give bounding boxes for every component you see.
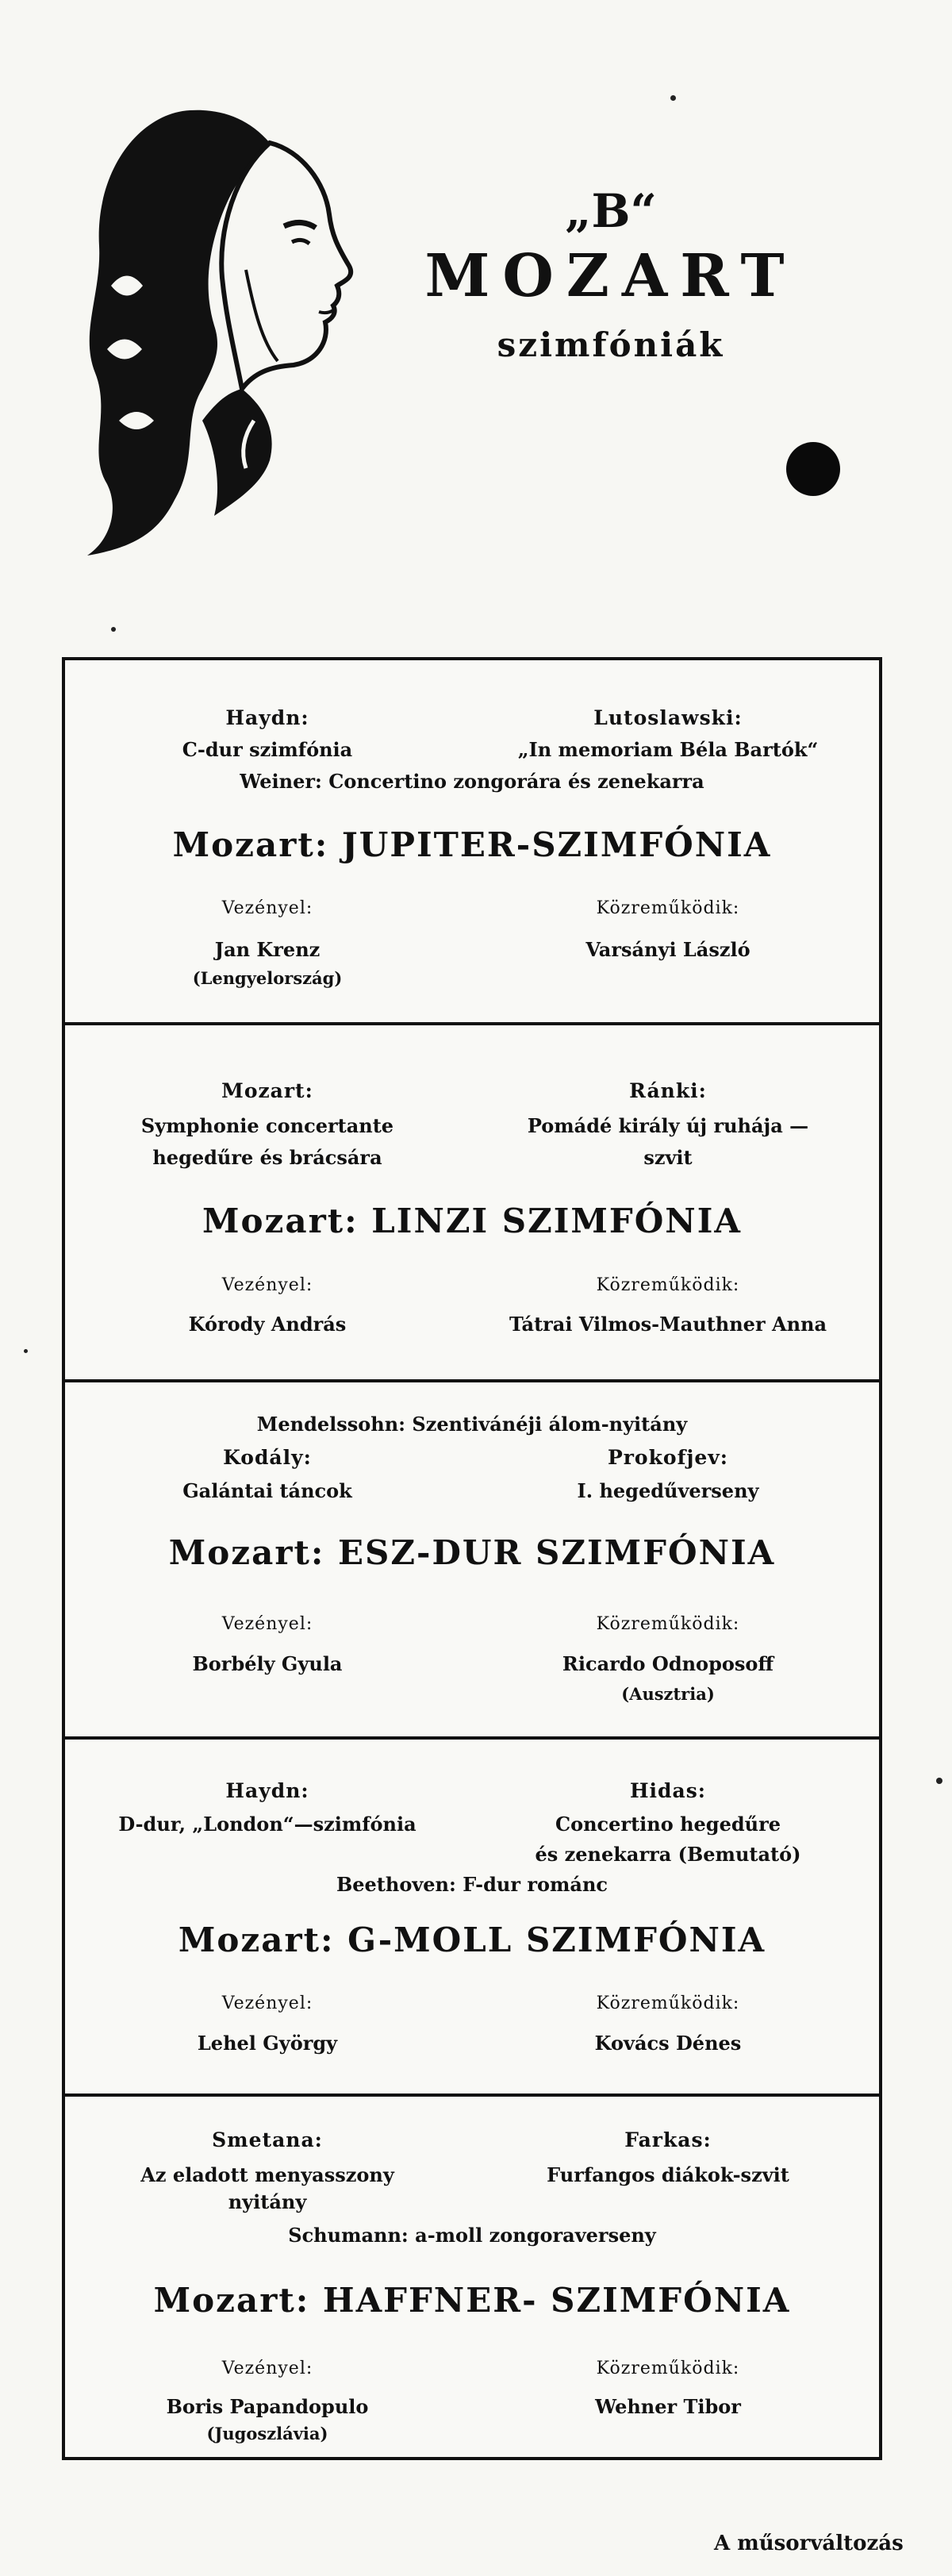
concert-box-2 (62, 1022, 882, 1382)
conductor-name: Borbély Gyula (192, 1652, 343, 1675)
concert-box-5 (62, 2093, 882, 2460)
soloist-label: Közreműködik: (596, 1614, 740, 1634)
conductor-label: Vezényel: (221, 1614, 313, 1634)
right-work: Concertino hegedűre (555, 1813, 781, 1836)
right-composer: Farkas: (624, 2128, 712, 2151)
soloist-label: Közreműködik: (596, 1275, 740, 1295)
right-work-line-2: és zenekarra (Bemutató) (535, 1843, 801, 1866)
right-work: Pomádé király új ruhája — (527, 1114, 809, 1137)
conductor-country: (Lengyelország) (192, 968, 343, 988)
soloist-name: Kovács Dénes (594, 2032, 742, 2055)
soloist-name: Tátrai Vilmos-Mauthner Anna (509, 1313, 827, 1336)
soloist-country: (Ausztria) (621, 1684, 715, 1704)
right-composer: Hidas: (629, 1779, 707, 1802)
extra-work: Schumann: a-moll zongoraverseny (288, 2224, 656, 2247)
featured-symphony: Mozart: HAFFNER- SZIMFÓNIA (153, 2281, 791, 2320)
conductor-name: Kórody András (188, 1313, 347, 1336)
footer-note: A műsorváltozás (714, 2532, 904, 2555)
soloist-name: Wehner Tibor (595, 2395, 741, 2418)
conductor-name: Jan Krenz (214, 938, 321, 961)
scan-speck (24, 1349, 28, 1353)
scan-speck (111, 627, 116, 632)
series-mark: „B“ (565, 184, 657, 238)
concert-box-1 (62, 657, 882, 1025)
portrait-drawing (63, 87, 397, 563)
conductor-label: Vezényel: (221, 1994, 313, 2013)
left-work-line-2: hegedűre és brácsára (152, 1146, 382, 1169)
left-composer: Mozart: (221, 1079, 313, 1102)
featured-symphony: Mozart: LINZI SZIMFÓNIA (202, 1201, 742, 1240)
ink-dot (786, 442, 840, 496)
left-work: D-dur, „London“—szimfónia (118, 1813, 416, 1836)
soloist-label: Közreműködik: (596, 2359, 740, 2378)
left-composer: Smetana: (212, 2128, 323, 2151)
scan-speck (936, 1778, 942, 1784)
genre-subheading: szimfóniák (497, 325, 725, 364)
opening-work: Mendelssohn: Szentivánéji álom-nyitány (256, 1413, 688, 1436)
conductor-label: Vezényel: (221, 1275, 313, 1295)
soloist-label: Közreműködik: (596, 1994, 740, 2013)
right-work: Furfangos diákok-szvit (547, 2163, 789, 2186)
conductor-country: (Jugoszlávia) (206, 2424, 328, 2443)
left-work: Az eladott menyasszony (140, 2163, 394, 2186)
right-composer: Prokofjev: (607, 1446, 729, 1469)
right-composer: Lutoslawski: (593, 706, 743, 729)
right-work: „In memoriam Béla Bartók“ (517, 738, 819, 761)
conductor-label: Vezényel: (221, 898, 313, 918)
conductor-name: Boris Papandopulo (166, 2395, 369, 2418)
left-composer: Kodály: (223, 1446, 312, 1469)
concert-box-3 (62, 1379, 882, 1740)
featured-symphony: Mozart: ESZ-DUR SZIMFÓNIA (168, 1533, 776, 1572)
conductor-label: Vezényel: (221, 2359, 313, 2378)
left-work: Galántai táncok (182, 1479, 352, 1502)
soloist-name: Varsányi László (585, 938, 750, 961)
right-composer: Ránki: (629, 1079, 707, 1102)
extra-work: Weiner: Concertino zongorára és zenekarra (240, 770, 704, 793)
conductor-name: Lehel György (197, 2032, 338, 2055)
left-composer: Haydn: (225, 1779, 309, 1802)
soloist-name: Ricardo Odnoposoff (562, 1652, 774, 1675)
scan-speck (670, 95, 676, 101)
mozart-portrait (63, 87, 397, 563)
featured-symphony: Mozart: G-MOLL SZIMFÓNIA (178, 1920, 766, 1959)
left-composer: Haydn: (225, 706, 309, 729)
composer-heading: MOZART (424, 242, 797, 310)
featured-symphony: Mozart: JUPITER-SZIMFÓNIA (172, 825, 772, 864)
right-work: I. hegedűverseny (577, 1479, 759, 1502)
right-work-line-2: szvit (643, 1146, 693, 1169)
extra-work: Beethoven: F-dur románc (336, 1873, 608, 1896)
concert-box-4 (62, 1736, 882, 2097)
left-work: C-dur szimfónia (182, 738, 353, 761)
soloist-label: Közreműködik: (596, 898, 740, 918)
left-work-line-2: nyitány (228, 2190, 307, 2213)
left-work: Symphonie concertante (140, 1114, 394, 1137)
